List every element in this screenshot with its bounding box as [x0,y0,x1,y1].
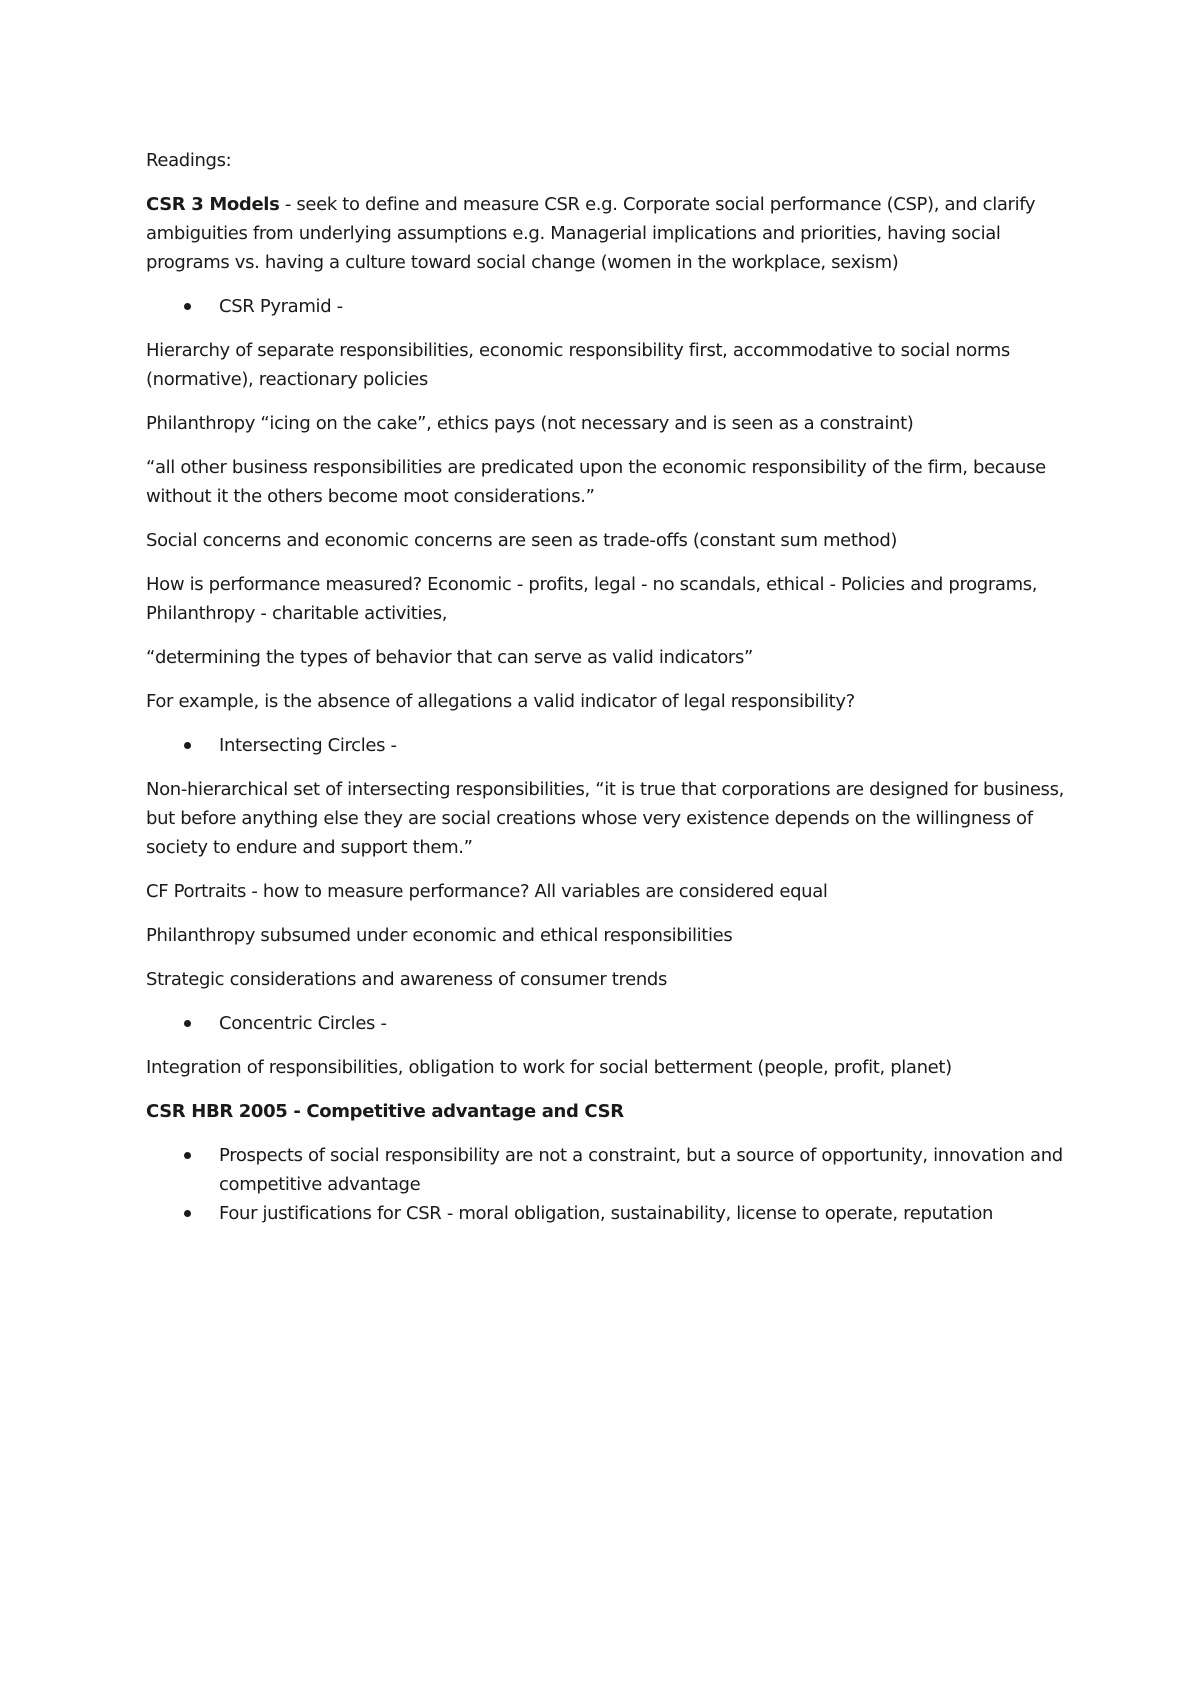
hbr-bullet-list [146,1141,1071,1228]
intersecting-paragraph-1: Non-hierarchical set of intersecting responsibilities, “it is true that corporations are designed for business, but before anything else they are social creations whose very existence depends on the willingness of society to endure and support them.” [146,779,1064,858]
pyramid-paragraph-1: Hierarchy of separate responsibilities, economic responsibility first, accommodative to social norms (normative), reactionary policies [146,340,1010,390]
bullet-icon [184,1210,191,1217]
pyramid-paragraph-7: For example, is the absence of allegations a valid indicator of legal responsibility? [146,691,855,712]
bullet-icon [184,742,191,749]
list-item [146,1009,1071,1038]
csr-models-intro: - seek to define and measure CSR e.g. Corporate social performance (CSP), and clarify ambiguities from underlying assumptions e.g. Managerial implications and priorities, having social programs vs. having a culture toward social change (women in the workplace, sexism) [146,194,1036,273]
concentric-bullet-list [146,1009,1071,1038]
pyramid-paragraph-5: How is performance measured? Economic - profits, legal - no scandals, ethical - Policies and programs, Philanthropy - charitable activities, [146,574,1038,624]
pyramid-bullet-list [146,292,1071,321]
concentric-paragraph-1: Integration of responsibilities, obligation to work for social betterment (people, profit, planet) [146,1057,952,1078]
bullet-icon [184,303,191,310]
intersecting-paragraph-4: Strategic considerations and awareness of consumer trends [146,969,668,990]
bullet-icon [184,1152,191,1159]
intersecting-paragraph-2: CF Portraits - how to measure performance? All variables are considered equal [146,881,828,902]
csr-models-title: CSR 3 Models [146,194,280,215]
intersecting-paragraph-3: Philanthropy subsumed under economic and ethical responsibilities [146,925,733,946]
hbr-section-title: CSR HBR 2005 - Competitive advantage and CSR [146,1101,624,1122]
bullet-icon [184,1020,191,1027]
document-body [146,146,1071,1243]
pyramid-paragraph-4: Social concerns and economic concerns are seen as trade-offs (constant sum method) [146,530,898,551]
concentric-bullet-label: Concentric Circles - [219,1013,387,1034]
list-item [146,292,1071,321]
pyramid-bullet-label: CSR Pyramid - [219,296,343,317]
pyramid-paragraph-2: Philanthropy “icing on the cake”, ethics pays (not necessary and is seen as a constraint) [146,413,914,434]
list-item [146,1199,1071,1228]
list-item [146,731,1071,760]
pyramid-paragraph-6: “determining the types of behavior that can serve as valid indicators” [146,647,753,668]
readings-heading: Readings: [146,150,232,171]
list-item [146,1141,1071,1199]
hbr-bullet-text: Four justifications for CSR - moral obligation, sustainability, license to operate, reputation [219,1203,994,1224]
csr-models-paragraph [146,190,1071,277]
hbr-bullet-text: Prospects of social responsibility are not a constraint, but a source of opportunity, innovation and competitive advantage [219,1145,1063,1195]
intersecting-bullet-list [146,731,1071,760]
pyramid-quote: “all other business responsibilities are predicated upon the economic responsibility of the firm, because without it the others become moot considerations.” [146,457,1046,507]
intersecting-bullet-label: Intersecting Circles - [219,735,397,756]
